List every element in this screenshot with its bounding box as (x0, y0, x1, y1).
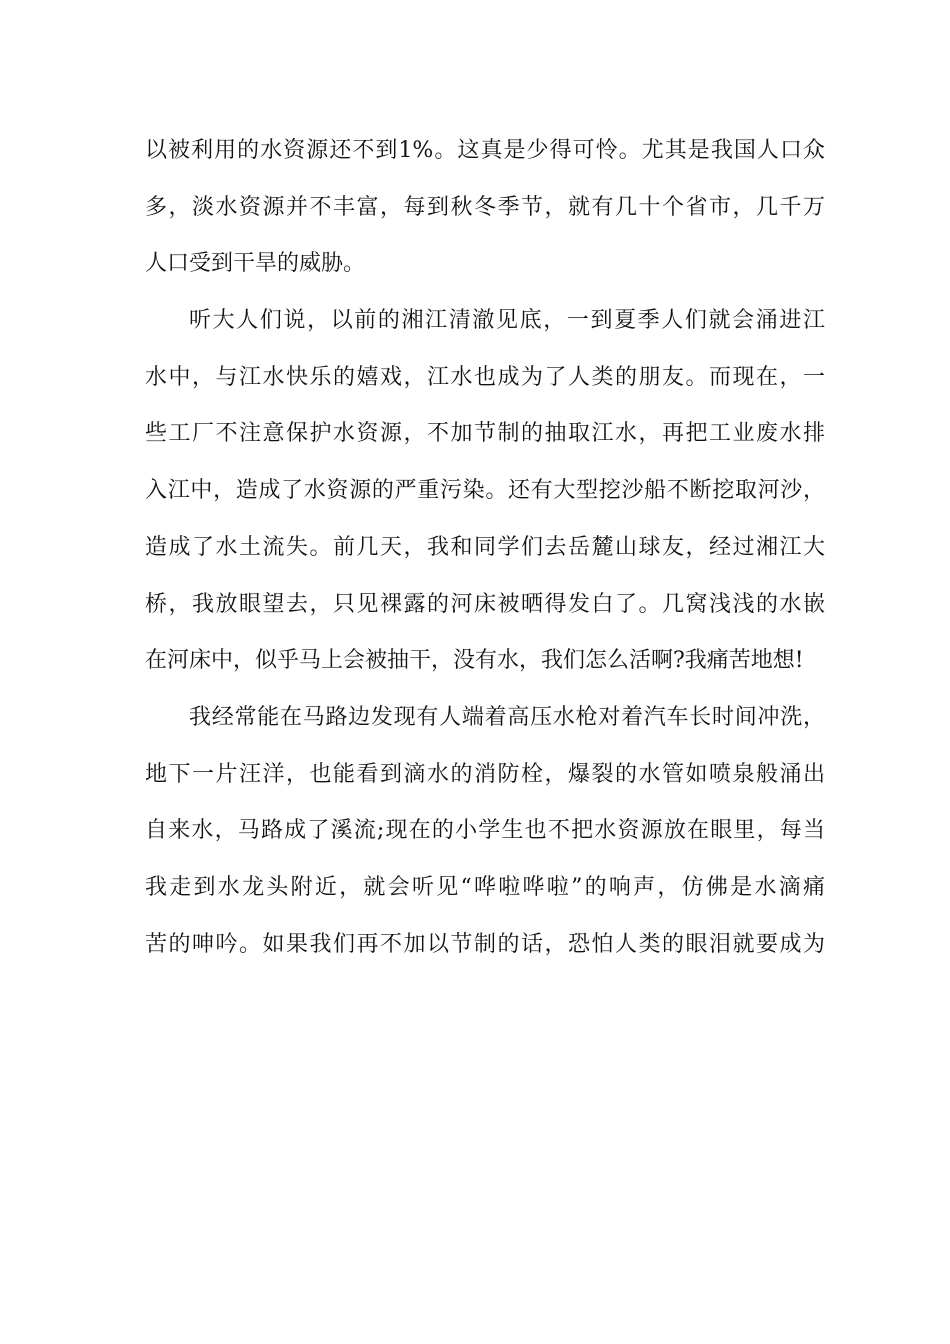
text-line: 些工厂不注意保护水资源，不加节制的抽取江水，再把工业废水排 (145, 421, 825, 447)
text-line: 入江中，造成了水资源的严重污染。还有大型挖沙船不断挖取河沙， (145, 478, 825, 504)
text-line: 桥，我放眼望去，只见裸露的河床被晒得发白了。几窝浅浅的水嵌 (145, 591, 825, 617)
text-line: 人口受到干旱的威胁。 (145, 251, 366, 277)
text-line: 水中，与江水快乐的嬉戏，江水也成为了人类的朋友。而现在，一 (145, 364, 825, 390)
text-line: 地下一片汪洋，也能看到滴水的消防栓，爆裂的水管如喷泉般涌出 (145, 761, 825, 787)
paragraph-first-line: 听大人们说，以前的湘江清澈见底，一到夏季人们就会涌进江 (189, 308, 825, 334)
body-text (145, 129, 825, 979)
paragraph-first-line: 我经常能在马路边发现有人端着高压水枪对着汽车长时间冲洗， (189, 704, 825, 730)
text-line: 多，淡水资源并不丰富，每到秋冬季节，就有几十个省市，几千万 (145, 194, 825, 220)
text-line: 造成了水土流失。前几天，我和同学们去岳麓山球友，经过湘江大 (145, 534, 825, 560)
text-line: 自来水，马路成了溪流;现在的小学生也不把水资源放在眼里，每当 (145, 818, 825, 844)
text-line: 以被利用的水资源还不到1%。这真是少得可怜。尤其是我国人口众 (145, 138, 825, 163)
text-line: 在河床中，似乎马上会被抽干，没有水，我们怎么活啊?我痛苦地想! (145, 648, 804, 674)
text-line: 苦的呻吟。如果我们再不加以节制的话，恐怕人类的眼泪就要成为 (145, 931, 825, 957)
text-line: 我走到水龙头附近，就会听见“哗啦哗啦”的响声，仿佛是水滴痛 (145, 874, 825, 900)
